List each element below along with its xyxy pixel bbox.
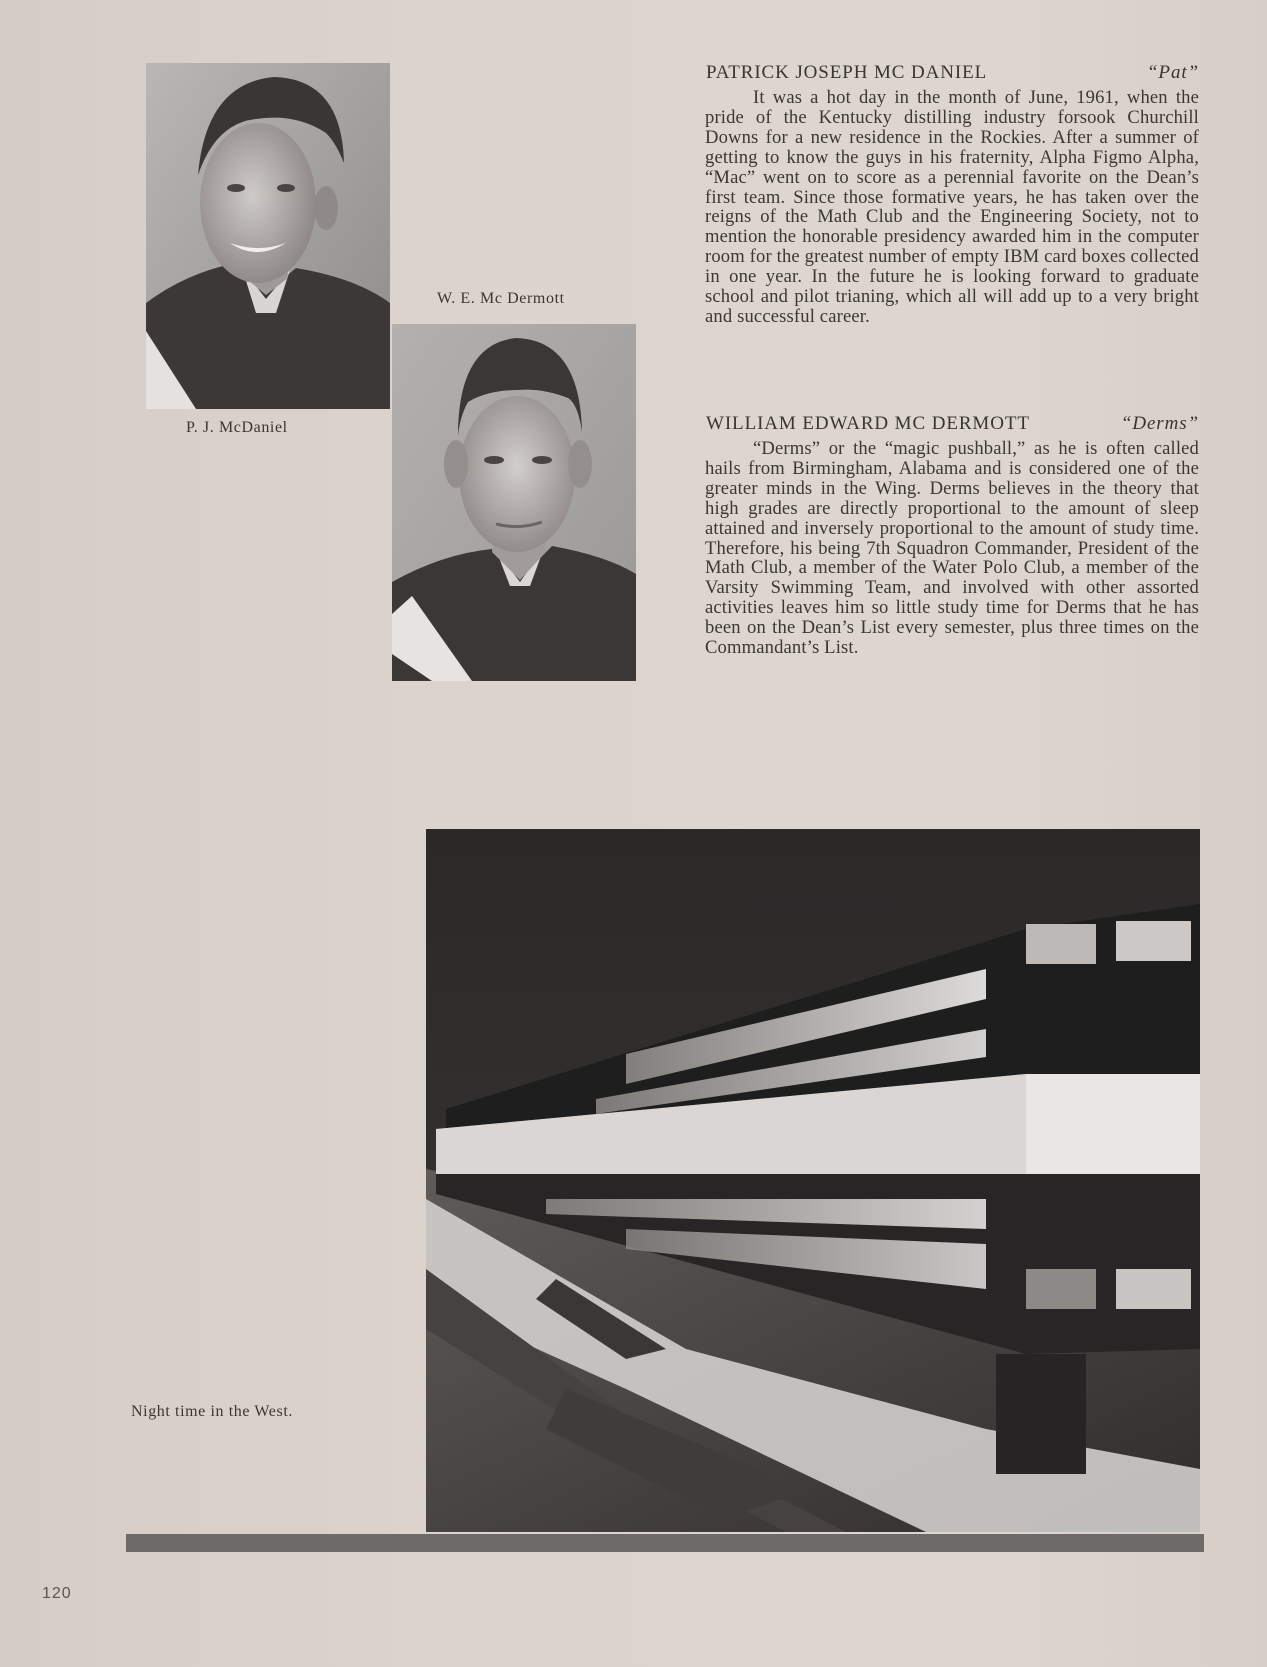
bio-header: [705, 413, 1199, 437]
bio-header: [705, 62, 1199, 86]
feature-photo-building-night: [426, 829, 1200, 1532]
bio-text: “Derms” or the “magic pushball,” as he is often called hails from Birmingham, Alabama and is considered one of the greater minds in the Wing. Derms believes in the theory that high grades are directly proportional to the amount of sleep attained and inversely proportional to the amount of study time. Therefore, his being 7th Squadron Commander, President of the Math Club, a member of the Water Polo Club, a member of the Varsity Swimming Team, and involved with other assorted activities leaves him so little study time for Derms that he has been on the Dean’s List every semester, plus three times on the Commandant’s List.: [705, 438, 1199, 659]
bio-name: WILLIAM EDWARD MC DERMOTT: [706, 413, 1030, 434]
bottom-rule: [126, 1534, 1204, 1552]
portrait-caption-mcdermott: W. E. Mc Dermott: [437, 290, 565, 307]
bio-mcdaniel: [705, 62, 1199, 327]
portrait-mcdermott: [392, 324, 636, 681]
bio-text: It was a hot day in the month of June, 1961, when the pride of the Kentucky distilling industry forsook Churchill Downs for a new residence in the Rockies. After a summer of getting to know the guys in his fraternity, Alpha Figmo Alpha, “Mac” went on to score as a perennial favorite on the Dean’s first team. Since those formative years, he has taken over the reigns of the Math Club and the Engineering Society, not to mention the honorable presidency awarded him in the computer room for the greatest number of empty IBM card boxes collected in one year. In the future he is looking forward to graduate school and pilot trianing, which all will add up to a very bright and successful career.: [705, 87, 1199, 327]
portrait-mcdaniel: [146, 63, 390, 409]
bio-nickname: “Pat”: [1146, 62, 1199, 83]
page-number: 120: [42, 1585, 72, 1602]
bio-name: PATRICK JOSEPH MC DANIEL: [706, 62, 988, 83]
portrait-caption-mcdaniel: P. J. McDaniel: [186, 419, 288, 436]
feature-photo-caption: Night time in the West.: [131, 1403, 293, 1420]
bio-nickname: “Derms”: [1120, 413, 1199, 434]
bio-mcdermott: [705, 413, 1199, 658]
